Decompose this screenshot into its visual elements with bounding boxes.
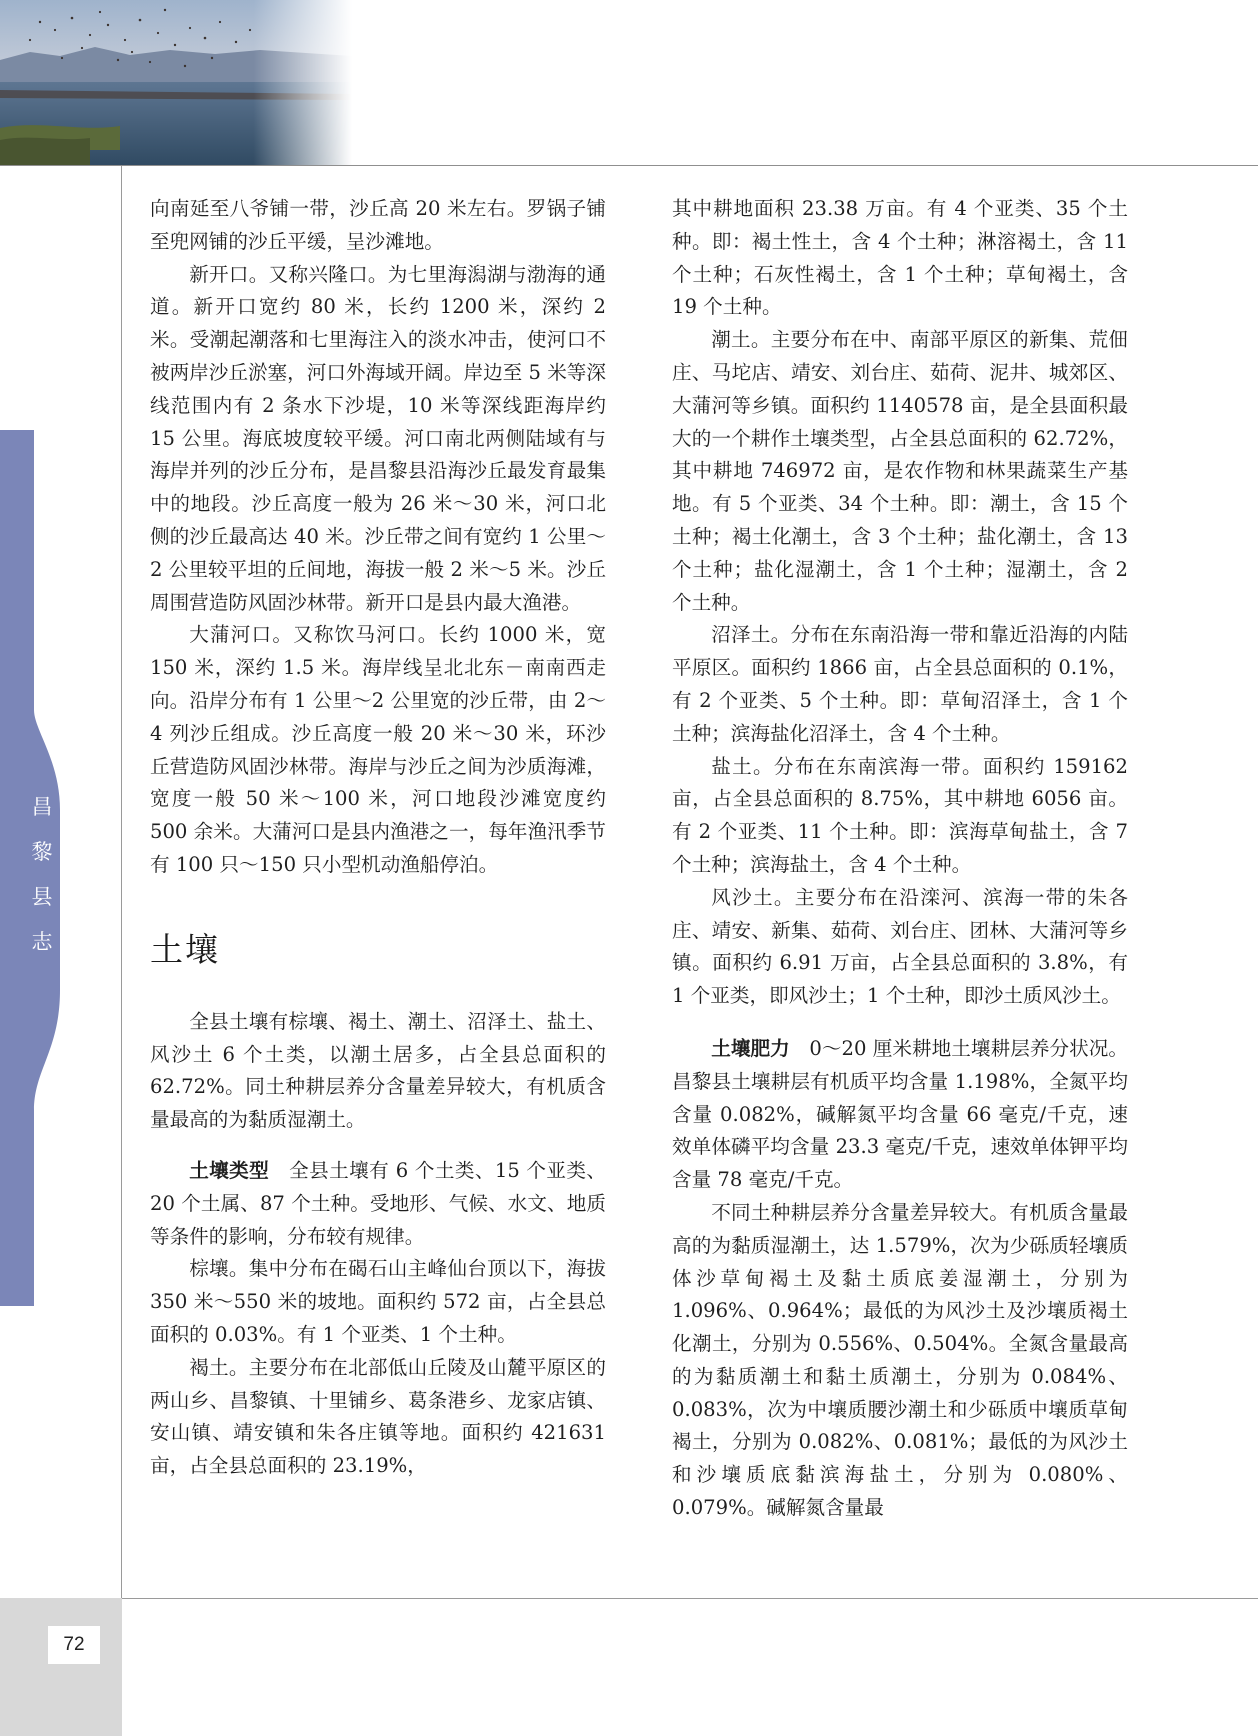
footer-rule [122,1598,1258,1599]
right-column [672,193,1128,1525]
side-title [28,785,56,965]
margin-divider [121,166,122,1598]
subsection-lead: 土壤类型 [189,1158,270,1182]
paragraph: 褐土。主要分布在北部低山丘陵及山麓平原区的两山乡、昌黎镇、十里铺乡、葛条港乡、龙家店镇、安山镇、靖安镇和朱各庄镇等地。面积约 421631 亩，占全县总面积的 23.19%， [150,1355,606,1478]
paragraph: 风沙土。主要分布在沿滦河、滨海一带的朱各庄、靖安、新集、茹荷、刘台庄、团林、大蒲河等乡镇。面积约 6.91 万亩，占全县总面积的 3.8%，有 1 个亚类，即风沙土；1 个土种，即沙土质风沙土。 [672,885,1128,1008]
side-title-char: 志 [31,930,53,954]
subsection-lead: 土壤肥力 [711,1036,790,1060]
side-title-char: 黎 [31,840,53,864]
paragraph: 潮土。主要分布在中、南部平原区的新集、荒佃庄、马坨店、靖安、刘台庄、茹荷、泥井、城郊区、大蒲河等乡镇。面积约 1140578 亩，是全县面积最大的一个耕作土壤类型，占全县总面积的 62.72%，其中耕地 746972 亩，是农作物和林果蔬菜生产基地。有 5 个亚类、34 个土种。即：潮土，含 15 个土种；褐土化潮土，含 3 个土种；盐化潮土，含 13 个土种；盐化湿潮土，含 1 个土种；湿潮土，含 2 个土种。 [672,328,1128,614]
paragraph [672,1033,1128,1197]
paragraph-text: 0～20 厘米耕地土壤耕层养分状况。昌黎县土壤耕层有机质平均含量 1.198%，全氮平均含量 0.082%，碱解氮平均含量 66 毫克/千克，速效单体磷平均含量 23.3 毫克/千克，速效单体钾平均含量 78 毫克/千克。 [672,1036,1128,1192]
paragraph [150,1155,606,1253]
side-title-char: 昌 [31,795,53,819]
paragraph: 其中耕地面积 23.38 万亩。有 4 个亚类、35 个土种。即：褐土性土，含 4 个土种；淋溶褐土，含 11 个土种；石灰性褐土，含 1 个土种；草甸褐土，含 19 个土种。 [672,197,1128,319]
paragraph: 向南延至八爷铺一带，沙丘高 20 米左右。罗锅子铺至兜网铺的沙丘平缓，呈沙滩地。 [150,197,606,253]
paragraph: 大蒲河口。又称饮马河口。长约 1000 米，宽 150 米，深约 1.5 米。海岸线呈北北东－南南西走向。沿岸分布有 1 公里～2 公里宽的沙丘带，由 2～4 列沙丘组成。沙丘高度一般 20 米～30 米，环沙丘营造防风固沙林带。海岸与沙丘之间为沙质海滩，宽度一般 50 米～100 米，河口地段沙滩宽度约 500 余米。大蒲河口是县内渔港之一，每年渔汛季节有 100 只～150 只小型机动渔船停泊。 [150,623,606,876]
paragraph: 不同土种耕层养分含量差异较大。有机质含量最高的为黏质湿潮土，达 1.579%，次为少砾质轻壤质体沙草甸褐土及黏土质底姜湿潮土，分别为 1.096%、0.964%；最低的为风沙土及沙壤质褐土化潮土，分别为 0.556%、0.504%。全氮含量最高的为黏质潮土和黏土质潮土，分别为 0.084%、0.083%，次为中壤质腰沙潮土和少砾质中壤质草甸褐土，分别为 0.082%、0.081%；最低的为风沙土和沙壤质底黏滨海盐土，分别为 0.080%、0.079%。碱解氮含量最 [672,1200,1128,1520]
paragraph: 沼泽土。分布在东南沿海一带和靠近沿海的内陆平原区。面积约 1866 亩，占全县总面积的 0.1%，有 2 个亚类、5 个土种。即：草甸沼泽土，含 1 个土种；滨海盐化沼泽土，含 4 个土种。 [672,623,1128,745]
header-photo [0,0,352,166]
header-rule [0,165,1258,166]
left-column [150,193,606,1483]
paragraph: 全县土壤有棕壤、褐土、潮土、沼泽土、盐土、风沙土 6 个土类，以潮土居多，占全县总面积的 62.72%。同土种耕层养分含量差异较大，有机质含量最高的为黏质湿潮土。 [150,1009,606,1132]
side-title-char: 县 [31,885,53,909]
paragraph: 盐土。分布在东南滨海一带。面积约 159162 亩，占全县总面积的 8.75%，其中耕地 6056 亩。有 2 个亚类、11 个土种。即：滨海草甸盐土，含 7 个土种；滨海盐土，含 4 个土种。 [672,754,1128,876]
page-number: 72 [48,1626,100,1664]
paragraph: 新开口。又称兴隆口。为七里海潟湖与渤海的通道。新开口宽约 80 米，长约 1200 米，深约 2 米。受潮起潮落和七里海注入的淡水冲击，使河口不被两岸沙丘淤塞，河口外海域开阔。岸边至 5 米等深线范围内有 2 条水下沙堤，10 米等深线距海岸约 15 公里。海底坡度较平缓。河口南北两侧陆域有与海岸并列的沙丘分布，是昌黎县沿海沙丘最发育最集中的地段。沙丘高度一般为 26 米～30 米，河口北侧的沙丘最高达 40 米。沙丘带之间有宽约 1 公里～2 公里较平坦的丘间地，海拔一般 2 米～5 米。沙丘周围营造防风固沙林带。新开口是县内最大渔港。 [150,262,606,614]
footer-gray-band [0,1598,122,1736]
section-heading: 土壤 [150,929,220,969]
paragraph-text: 全县土壤有 6 个土类、15 个亚类、20 个土属、87 个土种。受地形、气候、水文、地质等条件的影响，分布较有规律。 [150,1158,606,1248]
paragraph: 棕壤。集中分布在碣石山主峰仙台顶以下，海拔 350 米～550 米的坡地。面积约 572 亩，占全县总面积的 0.03%。有 1 个亚类、1 个土种。 [150,1257,606,1346]
